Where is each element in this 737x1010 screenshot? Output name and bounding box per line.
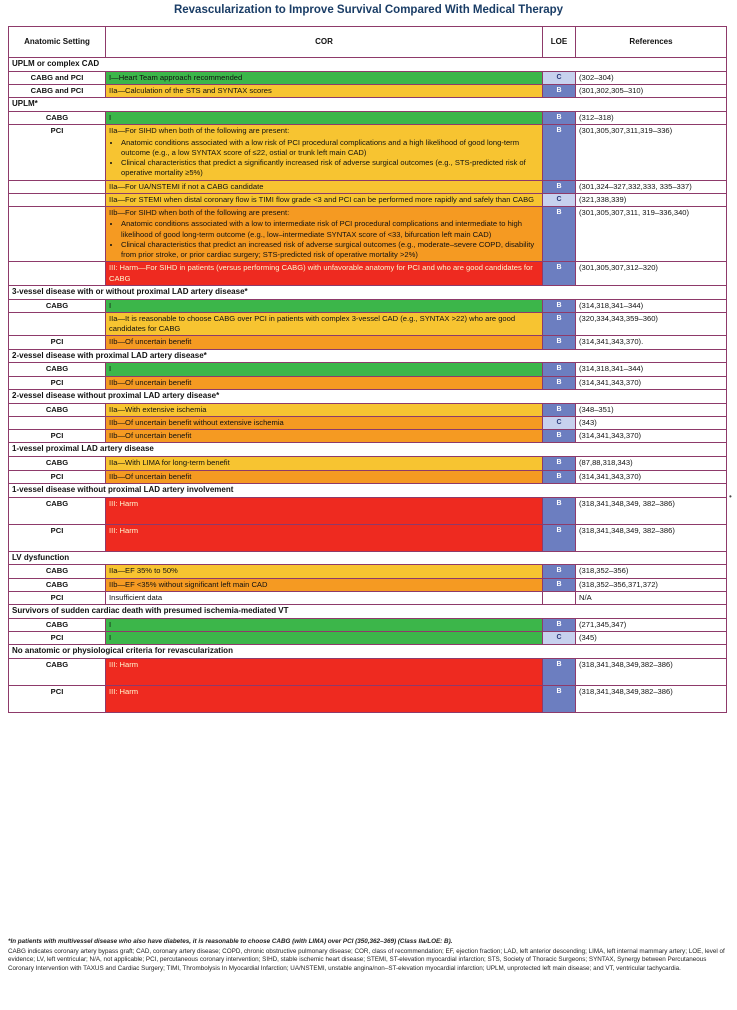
section-row <box>9 58 727 72</box>
margin-mark: • <box>729 492 732 501</box>
cor-text: IIa—EF 35% to 50% <box>109 566 178 576</box>
references-cell: (318,352–356) <box>576 565 727 578</box>
loe-cell: B <box>543 262 576 286</box>
table-row <box>9 85 727 98</box>
section-title: No anatomic or physiological criteria for revascularization <box>9 645 727 659</box>
cor-text: IIb—EF <35% without significant left main CAD <box>109 579 268 589</box>
cor-text: I <box>109 619 112 629</box>
section-title: LV dysfunction <box>9 551 727 565</box>
table-row <box>9 524 727 551</box>
references-cell: (314,318,341–344) <box>576 299 727 312</box>
table-row <box>9 193 727 206</box>
loe-cell: B <box>543 299 576 312</box>
references-cell: (318,341,348,349, 382–386) <box>576 497 727 524</box>
section-title: 1-vessel proximal LAD artery disease <box>9 443 727 457</box>
table-row <box>9 470 727 483</box>
loe-cell: B <box>543 470 576 483</box>
loe-cell <box>543 591 576 604</box>
section-title: 3-vessel disease with or without proximal LAD artery disease* <box>9 285 727 299</box>
section-row <box>9 605 727 619</box>
table-row <box>9 618 727 631</box>
cor-text: IIa—For STEMI when distal coronary flow is TIMI flow grade <3 and PCI can be performed more rapidly and safely than CABG <box>109 194 535 204</box>
table-row <box>9 312 727 336</box>
cor-cell <box>106 618 543 631</box>
loe-cell: B <box>543 180 576 193</box>
references-cell: (312–318) <box>576 112 727 125</box>
table-row <box>9 591 727 604</box>
recommendations-table <box>8 26 727 713</box>
references-cell: (301,324–327,332,333, 335–337) <box>576 180 727 193</box>
cor-cell <box>106 497 543 524</box>
references-cell: (314,318,341–344) <box>576 363 727 376</box>
cor-text: Insufficient data <box>109 592 163 602</box>
anatomic-setting-cell: CABG <box>9 497 106 524</box>
references-cell: N/A <box>576 591 727 604</box>
cor-cell <box>106 180 543 193</box>
loe-cell: B <box>543 430 576 443</box>
page-title: Revascularization to Improve Survival Compared With Medical Therapy <box>173 4 564 16</box>
references-cell: (318,341,348,349,382–386) <box>576 686 727 713</box>
cor-cell <box>106 403 543 416</box>
loe-cell: C <box>543 71 576 84</box>
anatomic-setting-cell: CABG <box>9 578 106 591</box>
cor-bullet-item: • Anatomic conditions associated with a low to intermediate risk of PCI procedural complications and intermediate to high likelihood of good long-term outcome (e.g., low–intermediate SYNTAX score of <33, bifurcation left main CAD) <box>121 219 539 240</box>
cor-text: IIa—For SIHD when both of the following are present: <box>109 126 290 136</box>
section-row <box>9 551 727 565</box>
anatomic-setting-cell: CABG <box>9 457 106 470</box>
cor-cell <box>106 686 543 713</box>
loe-cell: B <box>543 312 576 336</box>
anatomic-setting-cell <box>9 312 106 336</box>
header-references: References <box>576 27 727 58</box>
diabetes-footnote: *In patients with multivessel disease who also have diabetes, it is reasonable to choose CABG (with LIMA) over PCI (350,362–369) (Class IIa/LOE: B). <box>8 938 453 945</box>
anatomic-setting-cell: PCI <box>9 632 106 645</box>
anatomic-setting-cell: CABG <box>9 299 106 312</box>
loe-cell: B <box>543 112 576 125</box>
table-row <box>9 416 727 429</box>
references-cell: (343) <box>576 416 727 429</box>
cor-cell <box>106 336 543 349</box>
footnotes <box>8 938 726 974</box>
loe-cell: C <box>543 632 576 645</box>
table-row <box>9 578 727 591</box>
table-row <box>9 632 727 645</box>
section-title: Survivors of sudden cardiac death with presumed ischemia-mediated VT <box>9 605 727 619</box>
cor-cell <box>106 430 543 443</box>
references-cell: (321,338,339) <box>576 193 727 206</box>
section-row <box>9 389 727 403</box>
loe-cell: B <box>543 686 576 713</box>
cor-cell <box>106 565 543 578</box>
cor-text: IIa—With LIMA for long-term benefit <box>109 458 230 468</box>
cor-text: IIb—Of uncertain benefit <box>109 431 192 441</box>
loe-cell: B <box>543 524 576 551</box>
cor-text: IIb—Of uncertain benefit <box>109 471 192 481</box>
section-row <box>9 349 727 363</box>
cor-text: IIa—For UA/NSTEMI if not a CABG candidate <box>109 181 264 191</box>
cor-text: IIb—Of uncertain benefit without extensive ischemia <box>109 417 284 427</box>
references-cell: (302–304) <box>576 71 727 84</box>
loe-cell: C <box>543 416 576 429</box>
table-row <box>9 262 727 286</box>
header-anatomic-setting: Anatomic Setting <box>9 27 106 58</box>
anatomic-setting-cell: CABG <box>9 659 106 686</box>
anatomic-setting-cell: PCI <box>9 336 106 349</box>
loe-cell: B <box>543 618 576 631</box>
cor-text: I <box>109 633 112 643</box>
cor-cell <box>106 112 543 125</box>
cor-text: I <box>109 113 112 123</box>
header-row <box>9 27 727 58</box>
cor-cell <box>106 659 543 686</box>
cor-cell <box>106 457 543 470</box>
cor-text: IIa—It is reasonable to choose CABG over PCI in patients with complex 3-vessel CAD (e.g., SYNTAX >22) who are good candidates for CABG <box>109 313 516 334</box>
table-row <box>9 659 727 686</box>
cor-cell <box>106 312 543 336</box>
anatomic-setting-cell: CABG <box>9 363 106 376</box>
anatomic-setting-cell: CABG <box>9 403 106 416</box>
section-title: 1-vessel disease without proximal LAD artery involvement <box>9 483 727 497</box>
section-title: 2-vessel disease without proximal LAD artery disease* <box>9 389 727 403</box>
table-row <box>9 457 727 470</box>
anatomic-setting-cell: CABG <box>9 112 106 125</box>
table-row <box>9 497 727 524</box>
cor-cell <box>106 193 543 206</box>
references-cell: (301,305,307,311,319–336) <box>576 125 727 180</box>
cor-cell <box>106 85 543 98</box>
cor-bullet-list <box>109 219 539 260</box>
section-row <box>9 443 727 457</box>
anatomic-setting-cell: CABG and PCI <box>9 71 106 84</box>
table-row <box>9 112 727 125</box>
section-row <box>9 285 727 299</box>
cor-cell <box>106 591 543 604</box>
anatomic-setting-cell <box>9 262 106 286</box>
cor-cell <box>106 416 543 429</box>
cor-cell <box>106 376 543 389</box>
table-row <box>9 207 727 262</box>
table-row <box>9 125 727 180</box>
table-row <box>9 403 727 416</box>
recommendations-table-wrapper <box>8 26 726 713</box>
references-cell: (314,341,343,370) <box>576 376 727 389</box>
section-title: UPLM* <box>9 98 727 112</box>
section-title: 2-vessel disease with proximal LAD artery disease* <box>9 349 727 363</box>
table-row <box>9 71 727 84</box>
section-row <box>9 645 727 659</box>
cor-text: IIb—Of uncertain benefit <box>109 337 192 347</box>
table-row <box>9 363 727 376</box>
cor-text: I—Heart Team approach recommended <box>109 72 243 82</box>
loe-cell: B <box>543 457 576 470</box>
cor-cell <box>106 578 543 591</box>
anatomic-setting-cell: PCI <box>9 470 106 483</box>
cor-bullet-item: • Anatomic conditions associated with a low risk of PCI procedural complications and a high likelihood of good long-term outcome (e.g., a low SYNTAX score of ≤22, ostial or trunk left main CAD) <box>121 138 539 159</box>
cor-text: III: Harm <box>109 687 139 697</box>
table-body <box>9 58 727 713</box>
cor-text: III: Harm <box>109 498 139 508</box>
cor-text: IIa—Calculation of the STS and SYNTAX scores <box>109 86 272 96</box>
anatomic-setting-cell: PCI <box>9 524 106 551</box>
cor-bullet-list <box>109 138 539 179</box>
references-cell: (348–351) <box>576 403 727 416</box>
cor-text: IIb—For SIHD when both of the following are present: <box>109 208 290 218</box>
anatomic-setting-cell: PCI <box>9 591 106 604</box>
references-cell: (271,345,347) <box>576 618 727 631</box>
loe-cell: B <box>543 659 576 686</box>
cor-text: III: Harm <box>109 525 139 535</box>
loe-cell: B <box>543 125 576 180</box>
section-title: UPLM or complex CAD <box>9 58 727 72</box>
anatomic-setting-cell: CABG and PCI <box>9 85 106 98</box>
anatomic-setting-cell <box>9 207 106 262</box>
cor-text: IIb—Of uncertain benefit <box>109 377 192 387</box>
anatomic-setting-cell <box>9 180 106 193</box>
table-row <box>9 430 727 443</box>
loe-cell: B <box>543 376 576 389</box>
cor-text: III: Harm—For SIHD in patients (versus performing CABG) with unfavorable anatomy for PCI and who are good candidates for CABG <box>109 263 533 283</box>
loe-cell: B <box>543 336 576 349</box>
header-loe: LOE <box>543 27 576 58</box>
header-cor: COR <box>106 27 543 58</box>
table-row <box>9 565 727 578</box>
references-cell: (318,352–356,371,372) <box>576 578 727 591</box>
table-row <box>9 299 727 312</box>
anatomic-setting-cell <box>9 416 106 429</box>
anatomic-setting-cell: PCI <box>9 125 106 180</box>
anatomic-setting-cell: CABG <box>9 565 106 578</box>
section-row <box>9 483 727 497</box>
cor-cell <box>106 632 543 645</box>
cor-text: IIa—With extensive ischemia <box>109 404 207 414</box>
loe-cell: B <box>543 363 576 376</box>
anatomic-setting-cell: PCI <box>9 686 106 713</box>
table-row <box>9 686 727 713</box>
loe-cell: C <box>543 193 576 206</box>
loe-cell: B <box>543 578 576 591</box>
cor-cell <box>106 299 543 312</box>
cor-cell <box>106 207 543 262</box>
cor-cell <box>106 524 543 551</box>
references-cell: (314,341,343,370). <box>576 336 727 349</box>
cor-text: I <box>109 364 112 374</box>
cor-bullet-item: • Clinical characteristics that predict an increased risk of adverse surgical outcomes (e.g., moderate–severe COPD, disability from prior stroke, or prior cardiac surgery; STS-predicted risk of operative mortality >2%) <box>121 240 539 261</box>
cor-cell <box>106 363 543 376</box>
cor-text: I <box>109 300 112 310</box>
references-cell: (301,305,307,312–320) <box>576 262 727 286</box>
references-cell: (301,302,305–310) <box>576 85 727 98</box>
cor-bullet-item: • Clinical characteristics that predict a significantly increased risk of adverse surgical outcomes (e.g., STS-predicted risk of operative mortality ≥5%) <box>121 158 539 179</box>
cor-cell <box>106 71 543 84</box>
anatomic-setting-cell: CABG <box>9 618 106 631</box>
loe-cell: B <box>543 497 576 524</box>
loe-cell: B <box>543 403 576 416</box>
cor-cell <box>106 125 543 180</box>
references-cell: (318,341,348,349, 382–386) <box>576 524 727 551</box>
anatomic-setting-cell: PCI <box>9 376 106 389</box>
table-row <box>9 180 727 193</box>
section-row <box>9 98 727 112</box>
references-cell: (314,341,343,370) <box>576 430 727 443</box>
references-cell: (345) <box>576 632 727 645</box>
references-cell: (314,341,343,370) <box>576 470 727 483</box>
loe-cell: B <box>543 207 576 262</box>
table-row <box>9 376 727 389</box>
cor-cell <box>106 470 543 483</box>
cor-cell <box>106 262 543 286</box>
abbreviations-footnote: CABG indicates coronary artery bypass graft; CAD, coronary artery disease; COPD, chronic obstructive pulmonary disease; COR, class of recommendation; EF, ejection fraction; LAD, left anterior descending; LIMA, left internal mammary artery; LOE, level of evidence; LV, left ventricular; N/A, not applicable; PCI, percutaneous coronary intervention; SIHD, stable ischemic heart disease; STEMI, ST-elevation myocardial infarction; STS, Society of Thoracic Surgeons; SYNTAX, Synergy between Percutaneous Coronary Intervention with TAXUS and Cardiac Surgery; TIMI, Thrombolysis In Myocardial Infarction; UA/NSTEMI, unstable angina/non–ST-elevation myocardial infarction; UPLM, unprotected left main disease; and VT, ventricular tachycardia. <box>8 947 725 972</box>
loe-cell: B <box>543 85 576 98</box>
references-cell: (320,334,343,359–360) <box>576 312 727 336</box>
loe-cell: B <box>543 565 576 578</box>
table-row <box>9 336 727 349</box>
anatomic-setting-cell: PCI <box>9 430 106 443</box>
references-cell: (87,88,318,343) <box>576 457 727 470</box>
references-cell: (318,341,348,349,382–386) <box>576 659 727 686</box>
anatomic-setting-cell <box>9 193 106 206</box>
references-cell: (301,305,307,311, 319–336,340) <box>576 207 727 262</box>
cor-text: III: Harm <box>109 660 139 670</box>
